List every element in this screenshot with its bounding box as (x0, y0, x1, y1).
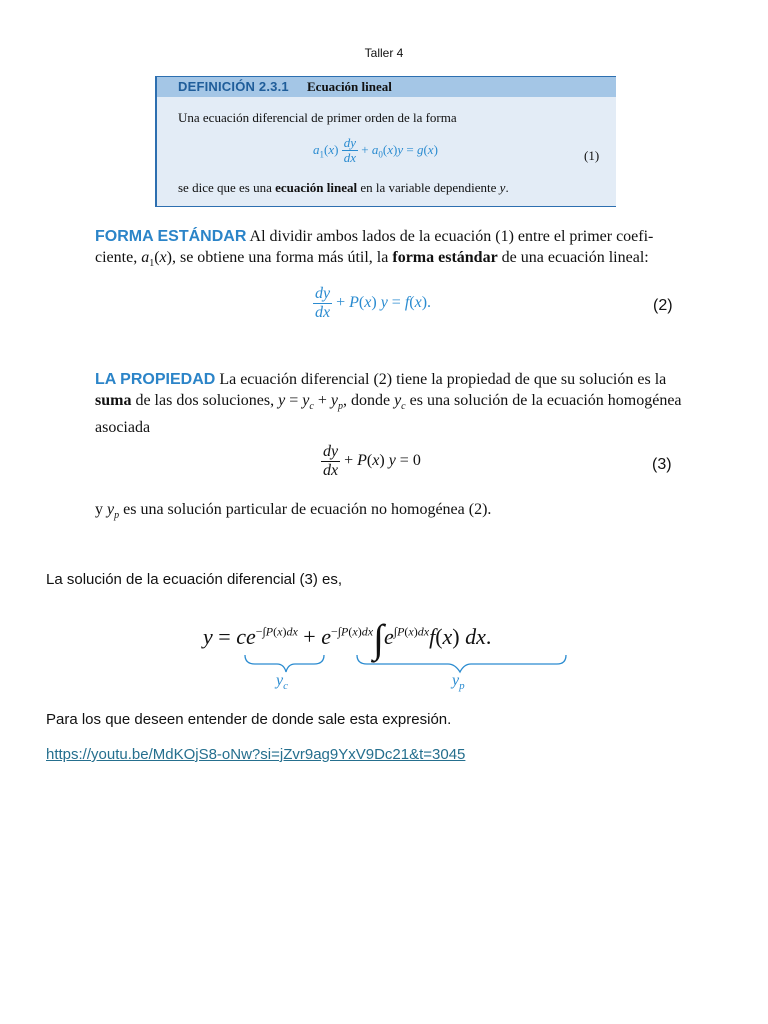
equation-number: (2) (653, 297, 673, 314)
page-header: Taller 4 (364, 46, 404, 60)
youtube-link[interactable]: https://youtu.be/MdKOjS8-oNw?si=jZvr9ag9YxV9Dc21&t=3045 (46, 746, 466, 763)
definition-equation: $a_1(x)$ $\frac{dy}{dx}$ + $a_0(x)y = g(x)$ (313, 135, 438, 166)
definition-subtitle: Ecuación lineal (307, 79, 392, 94)
equation-3: $\frac{dy}{dx}$ + P(x) y = 0 (323, 443, 421, 479)
propiedad-paragraph: LA PROPIEDAD La ecuación diferencial (2) tiene la propiedad de que su solución es la suma de las dos soluciones, $y = y_c + y_p$, donde $y_c$ es una solución de la ecuación homogénea asociada (95, 371, 682, 437)
particular-solution-text: y $y_p$ es una solución particular de ecuación no homogénea (2). (95, 501, 492, 522)
yp-label: $y_p$ (452, 672, 465, 693)
forma-estandar-paragraph: FORMA ESTÁNDAR Al dividir ambos lados de la ecuación (1) entre el primer coefi-ciente, $a_1(x)$, se obtiene una forma más útil, la forma estándar de una ecuación lineal: (95, 228, 654, 270)
equation-number: (3) (652, 456, 672, 473)
equation-2: $\frac{dy}{dx}$ + P(x) y = f(x). (315, 285, 432, 321)
solution-intro: La solución de la ecuación diferencial (3) es, (46, 571, 343, 588)
explanation-text: Para los que deseen entender de donde sale esta expresión. (46, 711, 452, 728)
yc-label: $y_c$ (276, 672, 288, 693)
general-solution-formula (203, 598, 583, 702)
formula-text: $y = ce^{-\int P(x)dx} + e^{-\int P(x)dx}\int e^{\int P(x)dx}f(x)$ dx. (203, 616, 492, 661)
definition-text: Una ecuación diferencial de primer orden de la forma (178, 110, 457, 125)
definition-title: DEFINICIÓN 2.3.1 (178, 79, 289, 94)
definition-text: se dice que es una ecuación lineal en la variable dependiente y. (178, 180, 509, 195)
definition-box (155, 76, 616, 207)
equation-number: (1) (584, 148, 600, 163)
section-heading: FORMA ESTÁNDAR (95, 228, 247, 245)
section-heading: LA PROPIEDAD (95, 371, 216, 388)
